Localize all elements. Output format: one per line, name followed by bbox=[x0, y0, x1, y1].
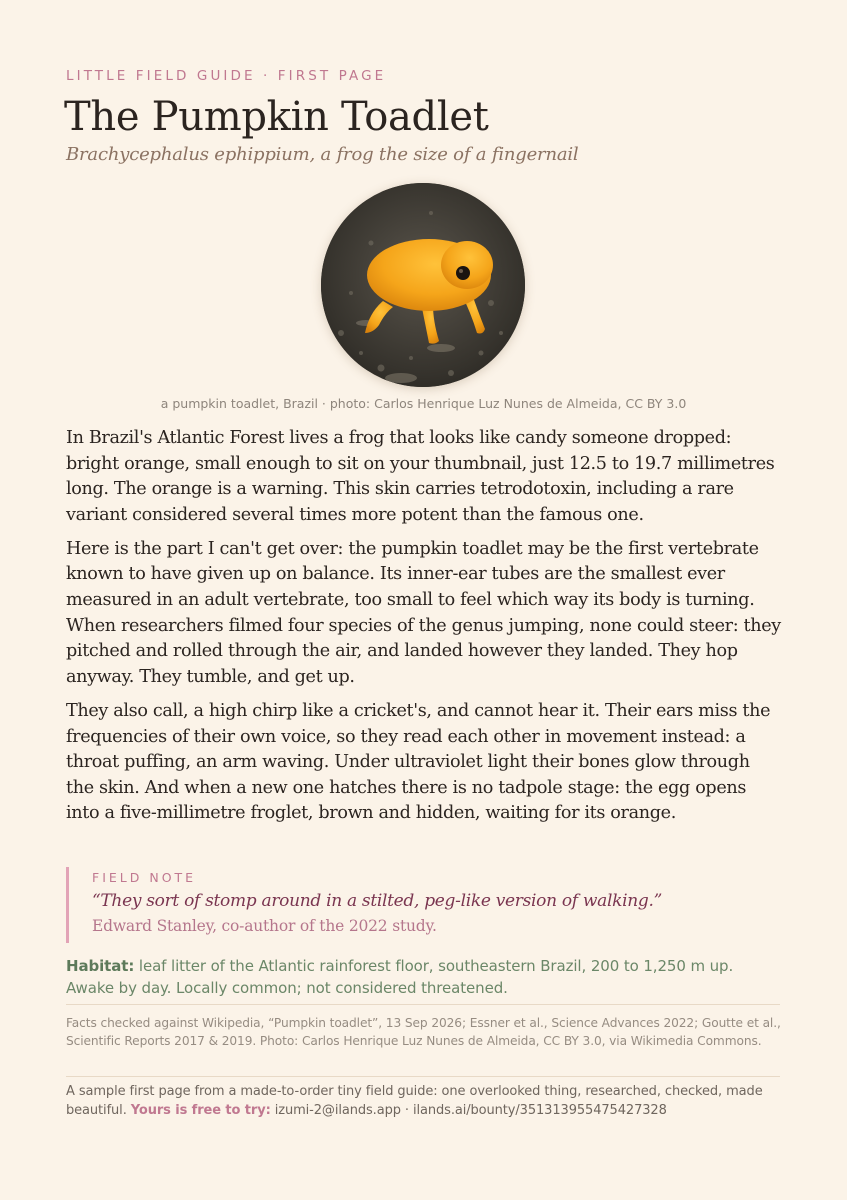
footer-contact[interactable]: izumi-2@ilands.app · ilands.ai/bounty/351313955475427328 bbox=[270, 1102, 667, 1118]
frog-illustration bbox=[321, 183, 525, 387]
field-note-label: FIELD NOTE bbox=[92, 870, 197, 885]
body-paragraph: They also call, a high chirp like a cricket's, and cannot hear it. Their ears miss the frequencies of their own voice, so they read each other in movement instead: a throat puffing, an arm waving. Under ultraviolet light their bones glow through the skin. And when a new one hatches there is no tadpole stage: the egg opens into a five-millimetre froglet, brown and hidden, waiting for its orange. bbox=[66, 700, 771, 824]
body-paragraph: In Brazil's Atlantic Forest lives a frog that looks like candy someone dropped: bright orange, small enough to sit on your thumbnail, just 12.5 to 19.7 millimetres long. The orange is a warning. This skin carries tetrodotoxin, including a rare variant considered several times more potent than the famous one. bbox=[66, 428, 775, 525]
frog-photo bbox=[321, 183, 525, 387]
field-note-attribution: Edward Stanley, co-author of the 2022 study. bbox=[92, 917, 437, 935]
page-subtitle: Brachycephalus ephippium, a frog the size of a fingernail bbox=[66, 144, 579, 165]
habitat-label: Habitat: bbox=[66, 957, 135, 975]
divider bbox=[66, 1076, 780, 1077]
footer-cta: Yours is free to try: bbox=[130, 1102, 271, 1118]
photo-caption: a pumpkin toadlet, Brazil · photo: Carlos Henrique Luz Nunes de Almeida, CC BY 3.0 bbox=[160, 396, 687, 411]
field-note-quote: “They sort of stomp around in a stilted, peg-like version of walking.” bbox=[92, 891, 662, 911]
page-title: The Pumpkin Toadlet bbox=[64, 94, 489, 140]
divider bbox=[66, 1004, 780, 1005]
field-note bbox=[66, 867, 792, 943]
footer bbox=[66, 1083, 782, 1120]
footer-intro: A sample first page from a made-to-order tiny field guide: one overlooked thing, researched, checked, made beautiful. bbox=[66, 1084, 763, 1118]
habitat-text: leaf litter of the Atlantic rainforest floor, southeastern Brazil, 200 to 1,250 m up. Awake by day. Locally common; not considered threatened. bbox=[66, 957, 734, 997]
eyebrow-label: LITTLE FIELD GUIDE · FIRST PAGE bbox=[66, 68, 387, 84]
body-paragraph: Here is the part I can't get over: the pumpkin toadlet may be the first vertebrate known to have given up on balance. Its inner-ear tubes are the smallest ever measured in an adult vertebrate, too small to feel which way its body is turning. When researchers filmed four species of the genus jumping, none could steer: they pitched and rolled through the air, and landed however they landed. They hop anyway. They tumble, and get up. bbox=[66, 538, 781, 687]
article-body bbox=[66, 426, 782, 835]
habitat-block bbox=[66, 955, 782, 999]
sources-note: Facts checked against Wikipedia, “Pumpkin toadlet”, 13 Sep 2026; Essner et al., Science Advances 2022; Goutte et al., Scientific Reports 2017 & 2019. Photo: Carlos Henrique Luz Nunes de Almeida, CC BY 3.0, via Wikimedia Commons. bbox=[66, 1016, 781, 1048]
